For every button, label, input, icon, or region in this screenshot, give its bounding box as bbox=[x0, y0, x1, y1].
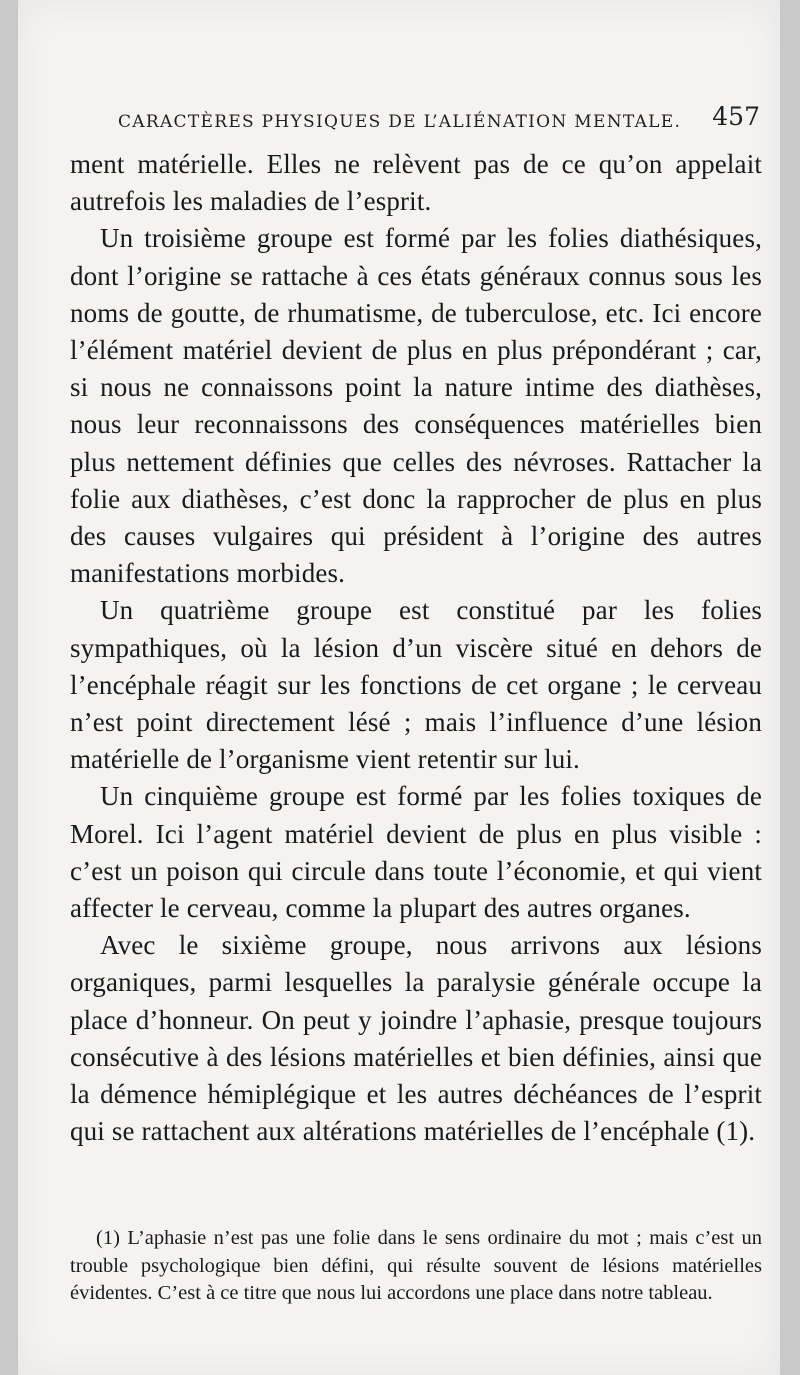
paragraph: Un troisième groupe est formé par les folies diathésiques, dont l’origine se rattache à ces états généraux connus sous les noms de goutte, de rhumatisme, de tuberculose, etc. Ici encore l’élément matériel devient de plus en plus prépondérant ; car, si nous ne connaissons point la nature intime des diathèses, nous leur reconnaissons des conséquences matérielles bien plus nettement définies que celles des névroses. Rattacher la folie aux diathèses, c’est donc la rapprocher de plus en plus des causes vulgaires qui président à l’origine des autres manifestations morbides. bbox=[70, 223, 762, 589]
body-text bbox=[70, 146, 762, 1150]
running-header bbox=[118, 102, 758, 138]
page-number: 457 bbox=[712, 102, 760, 131]
paragraph: Un cinquième groupe est formé par les folies toxiques de Morel. Ici l’agent matériel devient de plus en plus visible : c’est un poison qui circule dans toute l’économie, et qui vient affecter le cerveau, comme la plupart des autres organes. bbox=[70, 781, 762, 924]
paragraph: Un quatrième groupe est constitué par les folies sympathiques, où la lésion d’un viscère situé en dehors de l’encéphale réagit sur les fonctions de cet organe ; le cerveau n’est point directement lésé ; mais l’influence d’une lésion matérielle de l’organisme vient retentir sur lui. bbox=[70, 595, 762, 775]
footnote bbox=[70, 1225, 762, 1308]
running-title: CARACTÈRES PHYSIQUES DE L’ALIÉNATION MENTALE. bbox=[118, 112, 682, 132]
book-page bbox=[18, 0, 780, 1375]
paragraph: Avec le sixième groupe, nous arrivons aux lésions organiques, parmi lesquelles la paralysie générale occupe la place d’honneur. On peut y joindre l’aphasie, presque toujours consécutive à des lésions matérielles et bien définies, ainsi que la démence hémiplégique et les autres déchéances de l’esprit qui se rattachent aux altérations matérielles de l’encéphale (1). bbox=[70, 930, 762, 1147]
footnote-text: (1) L’aphasie n’est pas une folie dans le sens ordinaire du mot ; mais c’est un trouble psychologique bien défini, qui résulte souvent de lésions matérielles évidentes. C’est à ce titre que nous lui accordons une place dans notre tableau. bbox=[70, 1227, 762, 1305]
paragraph-continuation: ment matérielle. Elles ne relèvent pas de ce qu’on appelait autrefois les maladies de l’esprit. bbox=[70, 149, 762, 217]
